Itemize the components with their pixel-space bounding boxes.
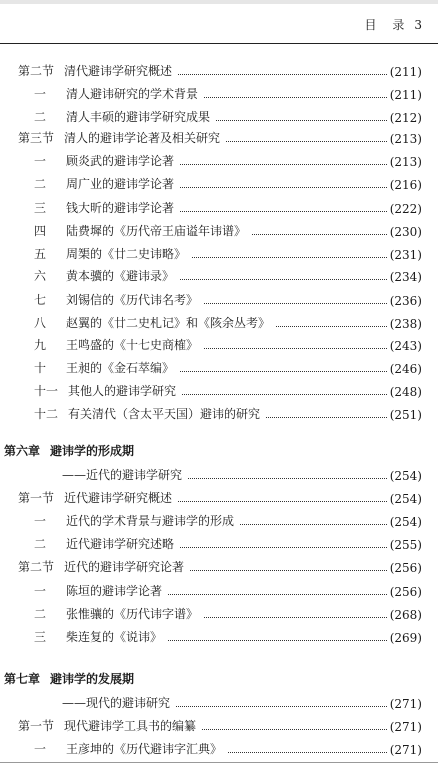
toc-chapter-row xyxy=(0,665,438,687)
toc-page-number: (268) xyxy=(389,608,422,622)
toc-entry-number: 十 xyxy=(34,361,47,375)
toc-entry-text: 顾炎武的避讳学论著 xyxy=(66,154,175,168)
toc-entry-title xyxy=(0,85,198,102)
toc-entry-text: 柴连复的《说讳》 xyxy=(66,630,163,644)
toc-entry-title xyxy=(0,512,234,529)
dot-leader xyxy=(204,96,387,98)
toc-entry-text: 清人丰硕的避讳学研究成果 xyxy=(66,110,211,124)
dot-leader xyxy=(202,728,387,730)
toc-entry-title xyxy=(0,466,182,483)
toc-entry-title xyxy=(0,628,162,645)
toc-entry-number: 三 xyxy=(34,201,47,215)
toc-page-number: (211) xyxy=(389,88,422,102)
toc-entry-title xyxy=(0,108,210,125)
toc-entry-row xyxy=(0,286,438,308)
toc-entry-row xyxy=(0,623,438,645)
toc-page-number: (231) xyxy=(389,248,422,262)
toc-page-number: (248) xyxy=(389,385,422,399)
toc-page-number: (213) xyxy=(389,155,422,169)
toc-entry-number: 七 xyxy=(34,293,47,307)
toc-entry-text: 钱大昕的避讳学论著 xyxy=(66,201,175,215)
toc-page-number: (256) xyxy=(389,561,422,575)
toc-entry-row xyxy=(0,240,438,262)
toc-page-number: (254) xyxy=(389,515,422,529)
toc-page-number: (236) xyxy=(389,294,422,308)
toc-entry-row xyxy=(0,600,438,622)
toc-entry-number: 第二节 xyxy=(18,64,55,78)
toc-entry-title xyxy=(0,359,174,376)
dot-leader xyxy=(182,393,387,395)
toc-entry-title xyxy=(0,535,174,552)
toc-entry-text: 避讳学的形成期 xyxy=(50,444,135,458)
toc-entry-text: 近代避讳学研究概述 xyxy=(64,491,173,505)
toc-entry-row xyxy=(0,103,438,125)
dot-leader xyxy=(180,278,387,280)
toc-entry-number: 第三节 xyxy=(18,131,55,145)
dot-leader xyxy=(240,523,387,525)
toc-entry-text: 近代的学术背景与避讳学的形成 xyxy=(66,514,235,528)
toc-page-number: (271) xyxy=(389,720,422,734)
toc-entry-text: 近代避讳学研究述略 xyxy=(66,537,175,551)
toc-entry-row xyxy=(0,400,438,422)
toc-entry-text: 王昶的《金石萃编》 xyxy=(66,361,175,375)
toc-entry-text: 赵翼的《廿二史札记》和《陔余丛考》 xyxy=(66,316,271,330)
toc-section-row xyxy=(0,553,438,575)
toc-entry-text: 王鸣盛的《十七史商榷》 xyxy=(66,338,199,352)
toc-entry-text: 陆费墀的《历代帝王庙谥年讳谱》 xyxy=(66,224,247,238)
dot-leader xyxy=(180,186,387,188)
toc-page-number: (222) xyxy=(389,202,422,216)
toc-entry-text: 周广业的避讳学论著 xyxy=(66,177,175,191)
dot-leader xyxy=(204,616,387,618)
toc-entry-text: 周榘的《廿二史讳略》 xyxy=(66,247,187,261)
toc-entry-text: 陈垣的避讳学论著 xyxy=(66,584,163,598)
toc-entry-row xyxy=(0,377,438,399)
toc-entry-number: 九 xyxy=(34,338,47,352)
toc-entry-number: 一 xyxy=(34,154,47,168)
toc-entry-text: 清人避讳研究的学术背景 xyxy=(66,87,199,101)
toc-section-row xyxy=(0,124,438,146)
toc-entry-number: 第一节 xyxy=(18,719,55,733)
toc-page-number: (256) xyxy=(389,585,422,599)
toc-entry-row xyxy=(0,309,438,331)
toc-entry-title xyxy=(0,405,260,422)
toc-entry-text: 其他人的避讳学研究 xyxy=(68,384,177,398)
dot-leader xyxy=(168,593,387,595)
toc-entry-title xyxy=(0,717,196,734)
toc-entry-number: 第二节 xyxy=(18,560,55,574)
toc-page-number: (255) xyxy=(389,538,422,552)
toc-page-number: (271) xyxy=(389,697,422,711)
toc-section-row xyxy=(0,484,438,506)
toc-entry-title xyxy=(0,582,162,599)
toc-entry-title xyxy=(0,740,222,757)
toc-entry-text: 现代避讳学工具书的编纂 xyxy=(64,719,197,733)
toc-entry-title xyxy=(0,670,134,687)
toc-entry-row xyxy=(0,507,438,529)
dot-leader xyxy=(180,210,387,212)
toc-entry-text: ——近代的避讳学研究 xyxy=(62,468,183,482)
dot-leader xyxy=(180,370,387,372)
toc-entry-row xyxy=(0,689,438,711)
dot-leader xyxy=(204,347,387,349)
dot-leader xyxy=(178,500,387,502)
toc-entry-row xyxy=(0,354,438,376)
toc-page-number: (230) xyxy=(389,225,422,239)
toc-entry-number: 一 xyxy=(34,584,47,598)
dot-leader xyxy=(226,140,387,142)
toc-section-row xyxy=(0,712,438,734)
toc-entry-title xyxy=(0,314,270,331)
toc-page-number: (271) xyxy=(389,743,422,757)
toc-entry-title xyxy=(0,442,134,459)
dot-leader xyxy=(176,705,387,707)
toc-entry-title xyxy=(0,558,184,575)
dot-leader xyxy=(204,302,387,304)
toc-page-number: (213) xyxy=(389,132,422,146)
dot-leader xyxy=(228,751,387,753)
toc-entry-row xyxy=(0,530,438,552)
toc-entry-row xyxy=(0,80,438,102)
toc-page-number: (269) xyxy=(389,631,422,645)
dot-leader xyxy=(192,256,387,258)
toc-entry-title xyxy=(0,489,172,506)
toc-page-number: (251) xyxy=(389,408,422,422)
toc-entry-row xyxy=(0,170,438,192)
toc-entry-text: 王彦坤的《历代避讳字汇典》 xyxy=(66,742,223,756)
toc-entry-number: 第七章 xyxy=(4,672,41,686)
toc-page-number: (211) xyxy=(389,65,422,79)
toc-entry-number: 四 xyxy=(34,224,47,238)
toc-entry-text: 近代的避讳学研究论著 xyxy=(64,560,185,574)
dot-leader xyxy=(168,639,387,641)
toc-entry-number: 六 xyxy=(34,269,47,283)
toc-entry-number: 二 xyxy=(34,607,47,621)
toc-entry-title xyxy=(0,694,170,711)
toc-entry-number: 三 xyxy=(34,630,47,644)
toc-entry-row xyxy=(0,331,438,353)
dot-leader xyxy=(180,163,387,165)
toc-entry-title xyxy=(0,129,220,146)
toc-entry-title xyxy=(0,267,174,284)
toc-entry-number: 十二 xyxy=(34,407,59,421)
toc-entry-row xyxy=(0,577,438,599)
toc-entry-text: ——现代的避讳研究 xyxy=(62,696,171,710)
dot-leader xyxy=(178,73,387,75)
header-label: 目 录 xyxy=(364,18,411,32)
toc-entry-text: 张惟骧的《历代讳字谱》 xyxy=(66,607,199,621)
dot-leader xyxy=(190,569,387,571)
dot-leader xyxy=(266,416,387,418)
toc-entry-title xyxy=(0,245,186,262)
toc-entry-number: 八 xyxy=(34,316,47,330)
dot-leader xyxy=(216,119,387,121)
toc-entry-title xyxy=(0,291,198,308)
toc-entry-number: 一 xyxy=(34,514,47,528)
toc-entry-text: 有关清代（含太平天国）避讳的研究 xyxy=(68,407,261,421)
dot-leader xyxy=(276,325,387,327)
toc-page-number: (254) xyxy=(389,492,422,506)
toc-entry-number: 二 xyxy=(34,537,47,551)
dot-leader xyxy=(188,477,387,479)
toc-entry-row xyxy=(0,217,438,239)
dot-leader xyxy=(252,233,387,235)
toc-entry-number: 二 xyxy=(34,110,47,124)
toc-page-number: (243) xyxy=(389,339,422,353)
toc-page-number: (234) xyxy=(389,270,422,284)
toc-entry-title xyxy=(0,175,174,192)
toc-entry-text: 避讳学的发展期 xyxy=(50,672,135,686)
toc-entry-number: 第一节 xyxy=(18,491,55,505)
dot-leader xyxy=(180,546,387,548)
toc-page-number: (216) xyxy=(389,178,422,192)
toc-entry-title xyxy=(0,605,198,622)
toc-page-number: (212) xyxy=(389,111,422,125)
toc-entry-number: 五 xyxy=(34,247,47,261)
toc-entry-number: 第六章 xyxy=(4,444,41,458)
toc-entry-title xyxy=(0,382,176,399)
toc-entry-title xyxy=(0,199,174,216)
toc-entry-text: 清代避讳学研究概述 xyxy=(64,64,173,78)
toc-page-number: (254) xyxy=(389,469,422,483)
toc-entry-text: 黄本骥的《避讳录》 xyxy=(66,269,175,283)
toc-section-row xyxy=(0,57,438,79)
toc-entry-row xyxy=(0,461,438,483)
toc-entry-number: 十一 xyxy=(34,384,59,398)
toc-entry-number: 一 xyxy=(34,742,47,756)
header-page-number: 3 xyxy=(414,18,422,32)
toc-entry-title xyxy=(0,62,172,79)
bottom-edge xyxy=(0,762,438,763)
toc-entry-row xyxy=(0,194,438,216)
toc-entry-number: 二 xyxy=(34,177,47,191)
toc-entry-text: 刘锡信的《历代讳名考》 xyxy=(66,293,199,307)
toc-entry-title xyxy=(0,222,246,239)
toc-entry-title xyxy=(0,152,174,169)
toc-entry-number: 一 xyxy=(34,87,47,101)
toc-entry-row xyxy=(0,262,438,284)
toc-chapter-row xyxy=(0,437,438,459)
toc-entry-row xyxy=(0,147,438,169)
toc-entry-row xyxy=(0,735,438,757)
toc-entry-title xyxy=(0,336,198,353)
toc-page-number: (238) xyxy=(389,317,422,331)
toc-page-number: (246) xyxy=(389,362,422,376)
toc-entry-text: 清人的避讳学论著及相关研究 xyxy=(64,131,221,145)
